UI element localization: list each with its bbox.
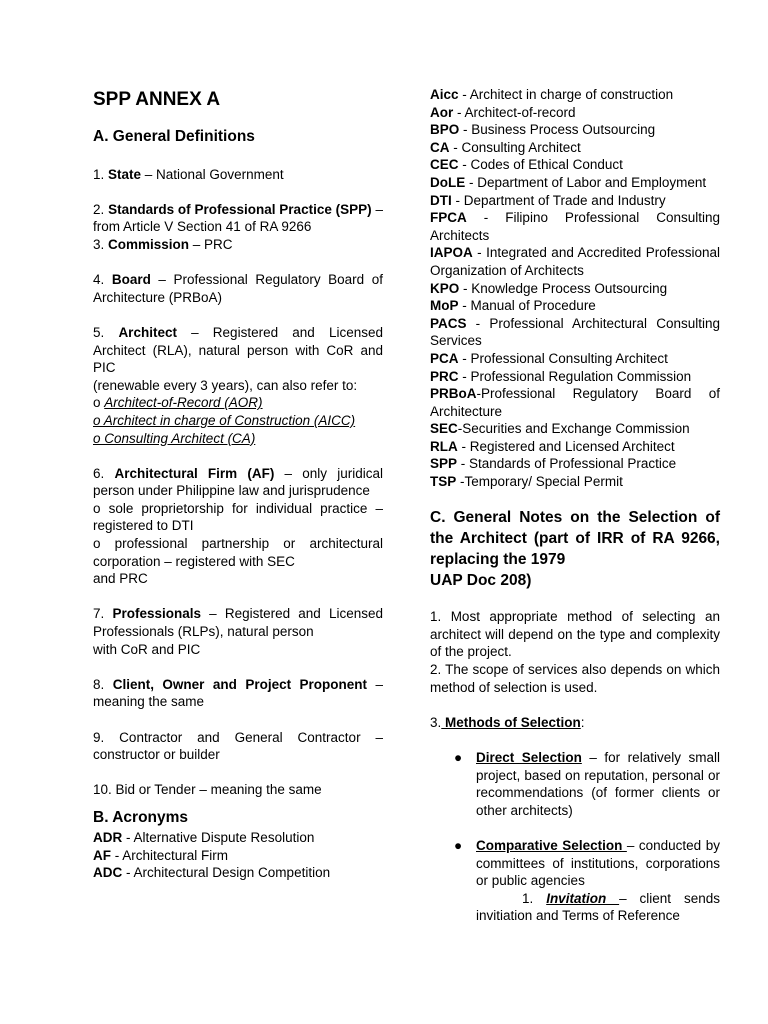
- definition-7-line2: with CoR and PIC: [93, 641, 201, 657]
- definition-1: 1. State – National Government: [93, 166, 284, 182]
- sub-list: [430, 890, 720, 925]
- bullet-comparative-selection: ● Comparative Selection – conducted by committees of institutions, corporations or public agencies: [454, 837, 720, 889]
- definition-term: Architect: [118, 324, 177, 340]
- definition-5-option-aicc: o Architect in charge of Construction (AICC): [93, 412, 356, 428]
- right-column: [430, 86, 720, 925]
- definition-6: 6. Architectural Firm (AF) – only juridical person under Philippine law and jurisprudence: [93, 465, 383, 499]
- definition-8: 8. Client, Owner and Project Proponent – meaning the same: [93, 676, 384, 710]
- acronym-item: SEC-Securities and Exchange Commission: [430, 421, 690, 437]
- acronym-item: AF - Architectural Firm: [93, 847, 229, 863]
- acronym-item: DoLE - Department of Labor and Employment: [430, 174, 707, 190]
- sub-item-invitation: 1. Invitation – client sends invitiation and Terms of Reference: [476, 890, 720, 924]
- acronym-item: ADC - Architectural Design Competition: [93, 865, 331, 881]
- definition-6-prc: and PRC: [93, 571, 148, 587]
- definition-3: 3. Commission – PRC: [93, 236, 233, 252]
- definition-5-renewal: (renewable every 3 years), can also refer to:: [93, 377, 358, 393]
- left-column: [93, 88, 383, 882]
- definition-6-partnership: o professional partnership or architectural corporation – registered with SEC: [93, 536, 383, 569]
- note-3: 3. Methods of Selection:: [430, 714, 585, 730]
- bullet-dot-icon: ●: [454, 837, 463, 853]
- section-c: [430, 507, 720, 925]
- acronym-item: Aor - Architect-of-record: [430, 104, 576, 120]
- section-a-heading: A. General Definitions: [93, 128, 255, 145]
- note-2: 2. The scope of services also depends on which method of selection is used.: [430, 662, 720, 695]
- acronym-item: PRBoA-Professional Regulatory Board of Architecture: [430, 386, 720, 419]
- definition-6-sole-proprietorship: o sole proprietorship for individual practice – registered to DTI: [93, 500, 383, 534]
- definition-9: 9. Contractor and General Contractor – constructor or builder: [93, 729, 383, 763]
- bullet-term: Comparative Selection: [476, 837, 627, 853]
- note-1: 1. Most appropriate method of selecting an architect will depend on the type and complexity of the project.: [430, 609, 720, 660]
- acronym-item: MoP - Manual of Procedure: [430, 298, 596, 314]
- definition-term: Board: [111, 272, 151, 288]
- acronym-list: [430, 86, 720, 491]
- acronym-item: IAPOA - Integrated and Accredited Professional Organization of Architects: [430, 245, 720, 278]
- definition-5-option-ca: o Consulting Architect (CA): [93, 430, 256, 446]
- acronym-item: KPO - Knowledge Process Outsourcing: [430, 280, 668, 296]
- acronym-item: ADR - Alternative Dispute Resolution: [93, 829, 315, 845]
- acronym-item: CA - Consulting Architect: [430, 139, 581, 155]
- acronym-item: PCA - Professional Consulting Architect: [430, 350, 668, 366]
- bullet-dot-icon: ●: [454, 750, 463, 765]
- methods-of-selection-label: Methods of Selection: [441, 714, 581, 730]
- acronym-item: TSP -Temporary/ Special Permit: [430, 474, 623, 490]
- definition-term: Standards of Professional Practice (SPP): [108, 201, 372, 217]
- acronym-item: SPP - Standards of Professional Practice: [430, 456, 677, 472]
- definition-term: Architectural Firm (AF): [114, 465, 275, 481]
- definition-term: Commission: [108, 236, 190, 252]
- acronym-item: DTI - Department of Trade and Industry: [430, 192, 666, 208]
- bullet-term: Direct Selection: [476, 750, 582, 765]
- acronym-item: PACS - Professional Architectural Consulting Services: [430, 315, 720, 349]
- bullet-direct-selection: ● Direct Selection – for relatively small project, based on reputation, personal or recommendations (of former clients or other architects): [454, 750, 720, 818]
- acronym-item: BPO - Business Process Outsourcing: [430, 122, 656, 138]
- acronym-item: CEC - Codes of Ethical Conduct: [430, 157, 623, 173]
- acronym-item: RLA - Registered and Licensed Architect: [430, 438, 675, 454]
- definition-2: 2. Standards of Professional Practice (SPP) – from Article V Section 41 of RA 9266: [93, 201, 383, 235]
- definition-term: Professionals: [112, 606, 201, 622]
- definition-term: Client, Owner and Project Proponent: [112, 676, 368, 692]
- section-b-heading: B. Acronyms: [93, 808, 189, 826]
- definition-10: 10. Bid or Tender – meaning the same: [93, 782, 322, 798]
- acronym-item: Aicc - Architect in charge of construction: [430, 87, 674, 102]
- definition-term: State: [108, 166, 142, 182]
- acronym-item: PRC - Professional Regulation Commission: [430, 368, 692, 384]
- definition-4: 4. Board – Professional Regulatory Board of Architecture (PRBoA): [93, 272, 383, 305]
- document-title: SPP ANNEX A: [93, 89, 221, 110]
- section-c-heading: C. General Notes on the Selection of the Architect (part of IRR of RA 9266, replacing the 1979 UAP Doc 208): [430, 508, 720, 589]
- acronym-item: FPCA - Filipino Professional Consulting Architects: [430, 210, 720, 243]
- definition-5: 5. Architect – Registered and Licensed Architect (RLA), natural person with CoR and PIC: [93, 324, 383, 376]
- definition-7: 7. Professionals – Registered and Licensed Professionals (RLPs), natural person: [93, 606, 383, 640]
- sub-item-term: Invitation: [546, 890, 620, 906]
- definition-5-option-aor: o Architect-of-Record (AOR): [93, 395, 263, 411]
